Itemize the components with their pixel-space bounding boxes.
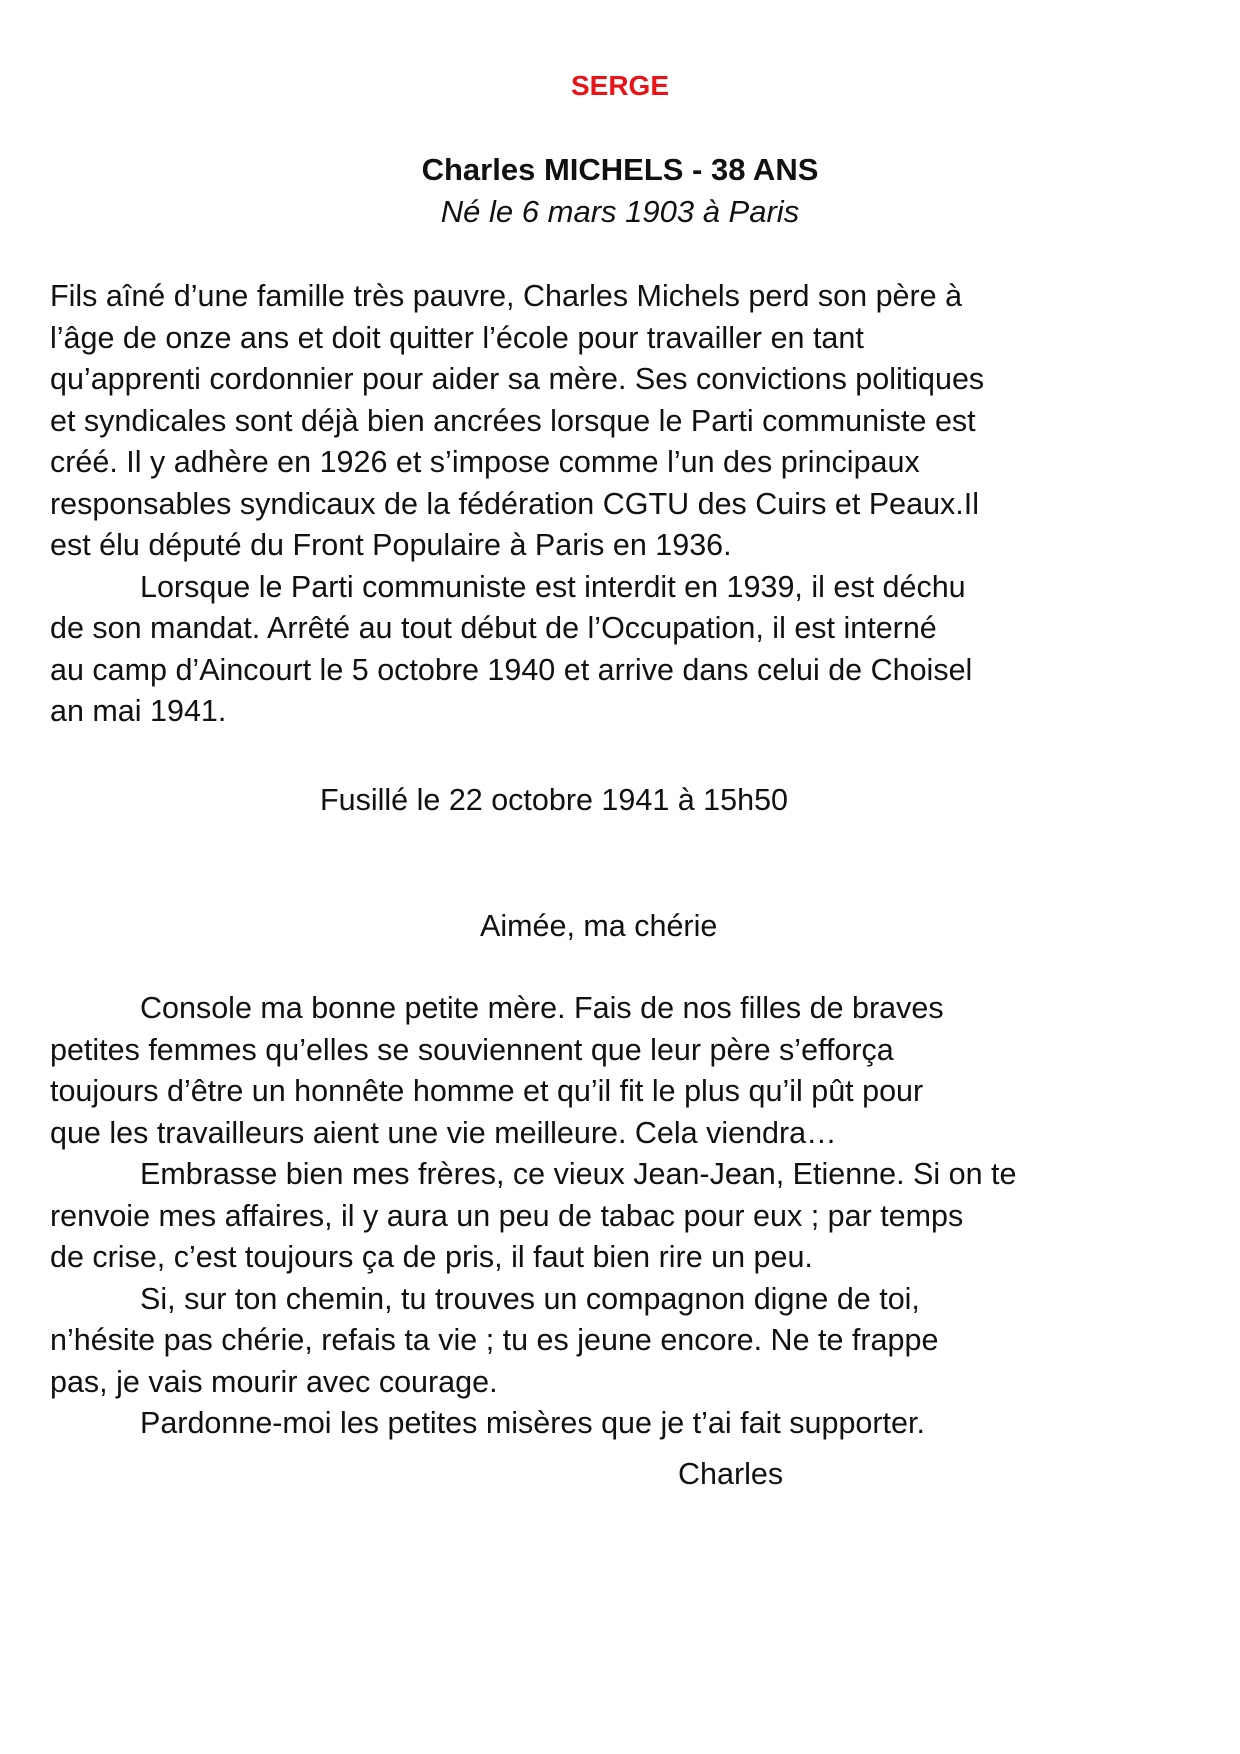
code-name-heading: SERGE [570,70,670,101]
letter-line: Embrasse bien mes frères, ce vieux Jean-Jean, Etienne. Si on te [140,1157,1017,1191]
letter-salutation: Aimée, ma chérie [480,909,718,943]
letter-line: Console ma bonne petite mère. Fais de nos filles de braves [140,991,944,1025]
letter-line: de crise, c’est toujours ça de pris, il faut bien rire un peu. [50,1240,813,1274]
biography-line: responsables syndicaux de la fédération CGTU des Cuirs et Peaux.Il [50,486,980,521]
letter-line: toujours d’être un honnête homme et qu’il fit le plus qu’il pût pour [50,1074,924,1108]
biography-line: qu’apprenti cordonnier pour aider sa mère. Ses convictions politiques [50,362,985,396]
letter-line: Si, sur ton chemin, tu trouves un compagnon digne de toi, [140,1281,920,1316]
letter-body [50,988,1210,1445]
letter-line: petites femmes qu’elles se souviennent que leur père s’efforça [50,1032,894,1067]
biography-line: Lorsque le Parti communiste est interdit en 1939, il est déchu [140,569,966,604]
biography-line: de son mandat. Arrêté au tout début de l’Occupation, il est interné [50,611,937,645]
biography-line: est élu député du Front Populaire à Paris en 1936. [50,528,732,562]
biography-line: créé. Il y adhère en 1926 et s’impose comme l’un des principaux [50,445,920,479]
biography-line: an mai 1941. [50,694,227,728]
letter-line: Pardonne-moi les petites misères que je t’ai fait supporter. [140,1406,925,1440]
letter-line: renvoie mes affaires, il y aura un peu de tabac pour eux ; par temps [50,1198,964,1233]
birth-info: Né le 6 mars 1903 à Paris [440,194,800,229]
letter-line: n’hésite pas chérie, refais ta vie ; tu es jeune encore. Ne te frappe [50,1323,939,1357]
biography-paragraphs [50,276,1210,733]
letter-line: que les travailleurs aient une vie meilleure. Cela viendra… [50,1115,837,1150]
letter-line: pas, je vais mourir avec courage. [50,1364,498,1399]
biography-line: l’âge de onze ans et doit quitter l’école pour travailler en tant [50,320,864,355]
biography-line: Fils aîné d’une famille très pauvre, Charles Michels perd son père à [50,279,963,313]
name-age-heading: Charles MICHELS - 38 ANS [421,152,819,187]
execution-date: Fusillé le 22 octobre 1941 à 15h50 [320,783,788,817]
biography-line: et syndicales sont déjà bien ancrées lorsque le Parti communiste est [50,403,976,438]
letter-signature: Charles [678,1457,784,1491]
biography-line: au camp d’Aincourt le 5 octobre 1940 et arrive dans celui de Choisel [50,652,973,687]
